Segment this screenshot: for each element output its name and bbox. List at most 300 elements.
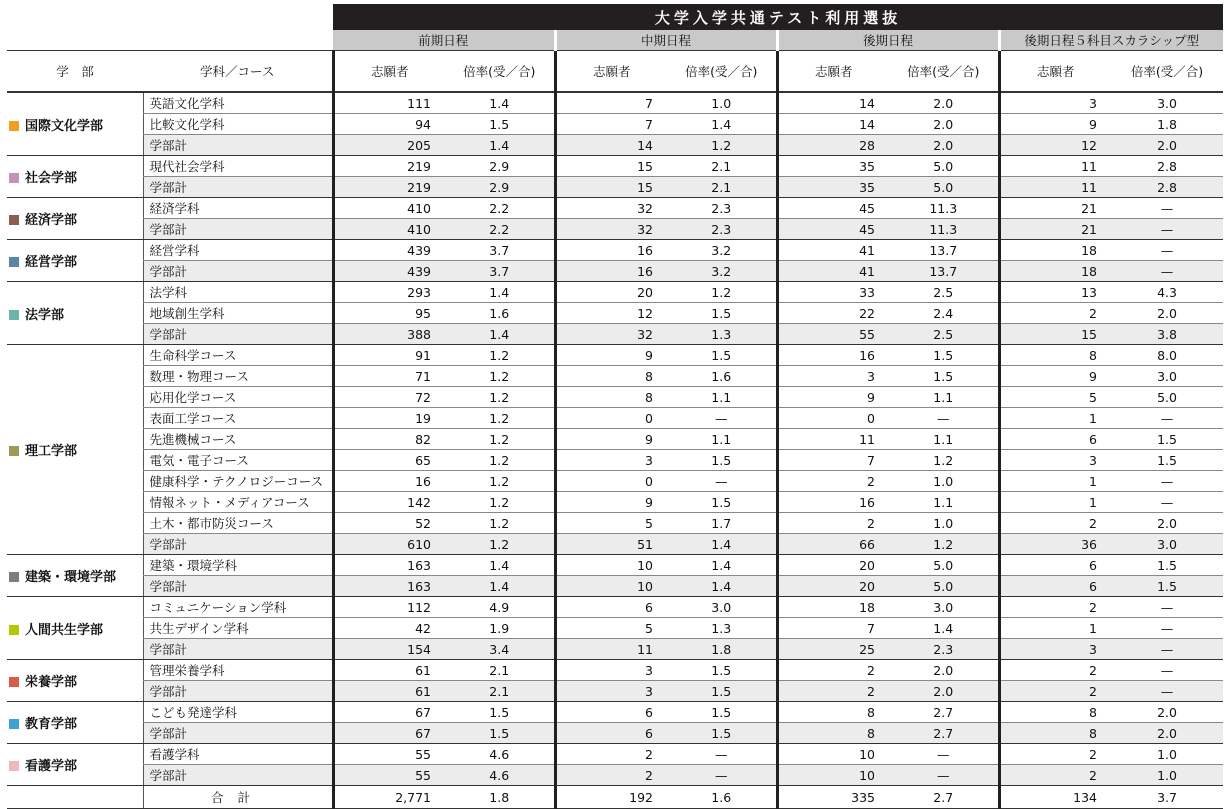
applicants-value: 18: [999, 240, 1111, 261]
applicants-value: 0: [555, 408, 667, 429]
applicants-value: 2: [999, 597, 1111, 618]
applicants-value: 15: [555, 177, 667, 198]
ratio-value: 2.0: [1111, 702, 1223, 723]
faculty-color-square-icon: [9, 761, 19, 771]
applicants-value: 61: [333, 660, 445, 681]
faculty-label: 法学部: [25, 307, 65, 323]
table-row: [7, 429, 1223, 450]
table-row: [7, 702, 1223, 723]
ratio-value: 1.1: [889, 492, 999, 513]
total-applicants-value: 2,771: [333, 786, 445, 809]
dept-name: 比較文化学科: [143, 114, 333, 135]
ratio-value: 5.0: [889, 177, 999, 198]
applicants-value: 7: [777, 618, 889, 639]
subtotal-row: [7, 639, 1223, 660]
applicants-value: 3: [999, 639, 1111, 660]
ratio-value: 3.0: [1111, 92, 1223, 114]
applicants-value: 293: [333, 282, 445, 303]
faculty-cell: [7, 240, 143, 282]
ratio-value: 2.9: [445, 156, 555, 177]
ratio-value: 3.0: [667, 597, 777, 618]
dept-name: コミュニケーション学科: [143, 597, 333, 618]
applicants-value: 9: [999, 366, 1111, 387]
schedule-early: 前期日程: [333, 30, 555, 51]
applicants-value: 2: [555, 765, 667, 786]
applicants-value: 67: [333, 702, 445, 723]
applicants-value: 388: [333, 324, 445, 345]
ratio-value: 2.1: [667, 177, 777, 198]
applicants-value: 9: [555, 492, 667, 513]
applicants-value: 42: [333, 618, 445, 639]
ratio-value: 1.2: [889, 534, 999, 555]
applicants-value: 45: [777, 198, 889, 219]
applicants-value: 16: [777, 492, 889, 513]
ratio-value: —: [667, 765, 777, 786]
faculty-color-square-icon: [9, 677, 19, 687]
applicants-value: 15: [555, 156, 667, 177]
subtotal-row: [7, 576, 1223, 597]
ratio-value: —: [1111, 639, 1223, 660]
dept-name: 応用化学コース: [143, 387, 333, 408]
applicants-value: 32: [555, 324, 667, 345]
applicants-value: 10: [777, 765, 889, 786]
faculty-cell: [7, 282, 143, 345]
header-applicants: 志願者: [555, 51, 667, 93]
applicants-value: 9: [555, 345, 667, 366]
applicants-value: 5: [999, 387, 1111, 408]
faculty-label: 経済学部: [25, 213, 78, 228]
dept-name: 現代社会学科: [143, 156, 333, 177]
ratio-value: 1.5: [1111, 576, 1223, 597]
ratio-value: —: [1111, 240, 1223, 261]
applicants-value: 142: [333, 492, 445, 513]
applicants-value: 3: [777, 366, 889, 387]
total-blank: [7, 786, 143, 809]
applicants-value: 11: [999, 156, 1111, 177]
applicants-value: 1: [999, 471, 1111, 492]
subtotal-label: 学部計: [143, 576, 333, 597]
applicants-value: 410: [333, 219, 445, 240]
ratio-value: 2.8: [1111, 177, 1223, 198]
applicants-value: 1: [999, 408, 1111, 429]
applicants-value: 2: [999, 513, 1111, 534]
subtotal-row: [7, 261, 1223, 282]
dept-name: 先進機械コース: [143, 429, 333, 450]
table-row: [7, 240, 1223, 261]
faculty-color-square-icon: [9, 215, 19, 225]
applicants-value: 2: [777, 681, 889, 702]
faculty-label: 教育学部: [25, 717, 78, 732]
ratio-value: 1.2: [445, 387, 555, 408]
dept-name: 生命科学コース: [143, 345, 333, 366]
faculty-color-square-icon: [9, 121, 19, 131]
subtotal-label: 学部計: [143, 765, 333, 786]
ratio-value: 11.3: [889, 198, 999, 219]
ratio-value: 2.5: [889, 282, 999, 303]
subtotal-row: [7, 177, 1223, 198]
ratio-value: 2.4: [889, 303, 999, 324]
applicants-value: 1: [999, 618, 1111, 639]
header-applicants: 志願者: [999, 51, 1111, 93]
applicants-value: 15: [999, 324, 1111, 345]
ratio-value: 1.2: [445, 345, 555, 366]
applicants-value: 14: [777, 92, 889, 114]
header-applicants: 志願者: [333, 51, 445, 93]
ratio-value: 1.1: [889, 429, 999, 450]
ratio-value: 1.1: [889, 387, 999, 408]
applicants-value: 6: [999, 576, 1111, 597]
subtotal-label: 学部計: [143, 135, 333, 156]
ratio-value: 3.7: [445, 240, 555, 261]
faculty-color-square-icon: [9, 257, 19, 267]
applicants-value: 154: [333, 639, 445, 660]
subtotal-label: 学部計: [143, 324, 333, 345]
ratio-value: 1.7: [667, 513, 777, 534]
ratio-value: 1.3: [667, 618, 777, 639]
subtotal-label: 学部計: [143, 681, 333, 702]
ratio-value: 4.3: [1111, 282, 1223, 303]
ratio-value: —: [889, 744, 999, 765]
applicants-value: 8: [777, 702, 889, 723]
applicants-value: 10: [777, 744, 889, 765]
header-ratio: 倍率(受／合): [1111, 51, 1223, 93]
ratio-value: 2.5: [889, 324, 999, 345]
subtotal-label: 学部計: [143, 261, 333, 282]
ratio-value: 1.5: [1111, 450, 1223, 471]
ratio-value: 1.4: [667, 576, 777, 597]
ratio-value: 1.4: [667, 534, 777, 555]
faculty-cell: [7, 597, 143, 660]
ratio-value: 2.7: [889, 702, 999, 723]
ratio-value: 2.3: [667, 198, 777, 219]
applicants-value: 8: [777, 723, 889, 744]
ratio-value: 1.4: [445, 576, 555, 597]
ratio-value: 1.2: [445, 534, 555, 555]
applicants-value: 6: [555, 597, 667, 618]
applicants-value: 41: [777, 240, 889, 261]
faculty-label: 理工学部: [25, 444, 78, 459]
ratio-value: 1.2: [445, 408, 555, 429]
ratio-value: —: [1111, 408, 1223, 429]
applicants-value: 7: [555, 114, 667, 135]
ratio-value: 1.5: [889, 345, 999, 366]
ratio-value: —: [1111, 492, 1223, 513]
dept-name: 管理栄養学科: [143, 660, 333, 681]
dept-name: 情報ネット・メディアコース: [143, 492, 333, 513]
ratio-value: 3.2: [667, 261, 777, 282]
applicants-value: 41: [777, 261, 889, 282]
subtotal-row: [7, 135, 1223, 156]
faculty-cell: [7, 198, 143, 240]
applicants-value: 67: [333, 723, 445, 744]
applicants-value: 112: [333, 597, 445, 618]
faculty-color-square-icon: [9, 173, 19, 183]
ratio-value: 2.0: [889, 135, 999, 156]
applicants-value: 51: [555, 534, 667, 555]
applicants-value: 439: [333, 261, 445, 282]
applicants-value: 6: [555, 702, 667, 723]
applicants-value: 6: [555, 723, 667, 744]
applicants-value: 22: [777, 303, 889, 324]
applicants-value: 2: [999, 681, 1111, 702]
schedule-row: [7, 30, 1223, 51]
ratio-value: 1.5: [667, 450, 777, 471]
table-row: [7, 345, 1223, 366]
ratio-value: 1.1: [667, 387, 777, 408]
applicants-value: 55: [333, 744, 445, 765]
ratio-value: 1.0: [667, 92, 777, 114]
ratio-value: —: [1111, 471, 1223, 492]
ratio-value: 1.0: [889, 471, 999, 492]
applicants-value: 8: [555, 387, 667, 408]
applicants-value: 12: [555, 303, 667, 324]
applicants-value: 5: [555, 618, 667, 639]
applicants-value: 0: [555, 471, 667, 492]
ratio-value: —: [1111, 597, 1223, 618]
dept-name: 健康科学・テクノロジーコース: [143, 471, 333, 492]
applicants-value: 16: [555, 261, 667, 282]
ratio-value: 1.2: [445, 471, 555, 492]
applicants-value: 11: [777, 429, 889, 450]
ratio-value: 1.8: [1111, 114, 1223, 135]
applicants-value: 14: [555, 135, 667, 156]
applicants-value: 32: [555, 219, 667, 240]
dept-name: 数理・物理コース: [143, 366, 333, 387]
applicants-value: 71: [333, 366, 445, 387]
applicants-value: 12: [999, 135, 1111, 156]
ratio-value: —: [889, 408, 999, 429]
ratio-value: 2.8: [1111, 156, 1223, 177]
applicants-value: 35: [777, 156, 889, 177]
ratio-value: 2.0: [1111, 135, 1223, 156]
table-row: [7, 744, 1223, 765]
applicants-value: 95: [333, 303, 445, 324]
applicants-value: 20: [777, 555, 889, 576]
ratio-value: 1.5: [667, 345, 777, 366]
total-ratio-value: 1.6: [667, 786, 777, 809]
table-row: [7, 198, 1223, 219]
applicants-value: 20: [777, 576, 889, 597]
applicants-value: 33: [777, 282, 889, 303]
applicants-value: 6: [999, 429, 1111, 450]
ratio-value: 1.0: [1111, 765, 1223, 786]
applicants-value: 20: [555, 282, 667, 303]
header-ratio: 倍率(受／合): [889, 51, 999, 93]
ratio-value: 3.0: [889, 597, 999, 618]
applicants-value: 3: [999, 92, 1111, 114]
ratio-value: 1.2: [445, 513, 555, 534]
dept-name: 看護学科: [143, 744, 333, 765]
ratio-value: 1.2: [667, 282, 777, 303]
dept-name: 電気・電子コース: [143, 450, 333, 471]
ratio-value: 1.4: [445, 135, 555, 156]
table-row: [7, 618, 1223, 639]
ratio-value: —: [667, 408, 777, 429]
ratio-value: 1.5: [667, 702, 777, 723]
ratio-value: —: [667, 471, 777, 492]
faculty-label: 経営学部: [25, 255, 78, 270]
ratio-value: 2.0: [889, 114, 999, 135]
applicants-value: 45: [777, 219, 889, 240]
ratio-value: 2.0: [889, 681, 999, 702]
ratio-value: 1.0: [1111, 744, 1223, 765]
total-ratio-value: 2.7: [889, 786, 999, 809]
applicants-value: 3: [555, 450, 667, 471]
faculty-label: 建築・環境学部: [25, 570, 117, 585]
ratio-value: 2.1: [445, 660, 555, 681]
applicants-value: 1: [999, 492, 1111, 513]
applicants-value: 3: [555, 681, 667, 702]
applicants-value: 10: [555, 555, 667, 576]
ratio-value: 2.2: [445, 219, 555, 240]
ratio-value: —: [1111, 681, 1223, 702]
ratio-value: 1.2: [445, 429, 555, 450]
applicants-value: 2: [999, 765, 1111, 786]
table-row: [7, 408, 1223, 429]
applicants-value: 16: [777, 345, 889, 366]
ratio-value: 1.4: [667, 555, 777, 576]
ratio-value: —: [667, 744, 777, 765]
subtotal-row: [7, 723, 1223, 744]
schedule-middle: 中期日程: [555, 30, 777, 51]
table-title: 大学入学共通テスト利用選抜: [333, 4, 1223, 30]
applicants-value: 18: [777, 597, 889, 618]
dept-name: 共生デザイン学科: [143, 618, 333, 639]
applicants-value: 163: [333, 555, 445, 576]
ratio-value: 3.8: [1111, 324, 1223, 345]
ratio-value: 1.8: [667, 639, 777, 660]
applicants-value: 65: [333, 450, 445, 471]
ratio-value: —: [1111, 198, 1223, 219]
ratio-value: 5.0: [889, 576, 999, 597]
header-applicants: 志願者: [777, 51, 889, 93]
table-row: [7, 492, 1223, 513]
ratio-value: 1.4: [445, 324, 555, 345]
dept-name: 表面工学コース: [143, 408, 333, 429]
ratio-value: 1.9: [445, 618, 555, 639]
ratio-value: 5.0: [889, 555, 999, 576]
applicants-value: 55: [333, 765, 445, 786]
table-row: [7, 513, 1223, 534]
applicants-value: 72: [333, 387, 445, 408]
applicants-value: 163: [333, 576, 445, 597]
table-row: [7, 555, 1223, 576]
faculty-cell: [7, 555, 143, 597]
ratio-value: 1.0: [889, 513, 999, 534]
ratio-value: 3.0: [1111, 366, 1223, 387]
applicants-value: 94: [333, 114, 445, 135]
header-faculty: 学 部: [7, 51, 143, 93]
applicants-value: 32: [555, 198, 667, 219]
total-applicants-value: 335: [777, 786, 889, 809]
ratio-value: 1.5: [1111, 555, 1223, 576]
ratio-value: 2.0: [889, 660, 999, 681]
applicants-value: 111: [333, 92, 445, 114]
applicants-value: 205: [333, 135, 445, 156]
applicants-value: 6: [999, 555, 1111, 576]
applicants-value: 2: [777, 660, 889, 681]
applicants-value: 9: [555, 429, 667, 450]
applicants-value: 11: [999, 177, 1111, 198]
applicants-value: 8: [999, 702, 1111, 723]
subtotal-row: [7, 765, 1223, 786]
ratio-value: 1.5: [667, 723, 777, 744]
applicants-value: 13: [999, 282, 1111, 303]
ratio-value: 1.4: [667, 114, 777, 135]
ratio-value: —: [1111, 261, 1223, 282]
applicants-value: 0: [777, 408, 889, 429]
applicants-value: 9: [999, 114, 1111, 135]
header-dept: 学科／コース: [143, 51, 333, 93]
dept-name: こども発達学科: [143, 702, 333, 723]
ratio-value: 1.3: [667, 324, 777, 345]
applicants-value: 82: [333, 429, 445, 450]
subtotal-label: 学部計: [143, 639, 333, 660]
ratio-value: 1.5: [445, 702, 555, 723]
total-label: 合計: [143, 786, 333, 809]
ratio-value: 1.5: [667, 492, 777, 513]
ratio-value: 1.2: [889, 450, 999, 471]
faculty-cell: [7, 660, 143, 702]
ratio-value: 1.2: [445, 492, 555, 513]
total-ratio-value: 3.7: [1111, 786, 1223, 809]
ratio-value: 4.6: [445, 744, 555, 765]
applicants-value: 11: [555, 639, 667, 660]
ratio-value: 3.0: [1111, 534, 1223, 555]
ratio-value: 4.6: [445, 765, 555, 786]
table-row: [7, 303, 1223, 324]
applicants-value: 2: [555, 744, 667, 765]
admissions-table-container: [7, 4, 1223, 809]
applicants-value: 25: [777, 639, 889, 660]
faculty-color-square-icon: [9, 719, 19, 729]
column-header-row: [7, 51, 1223, 93]
applicants-value: 91: [333, 345, 445, 366]
ratio-value: 13.7: [889, 240, 999, 261]
dept-name: 地域創生学科: [143, 303, 333, 324]
ratio-value: 2.0: [889, 92, 999, 114]
ratio-value: —: [1111, 660, 1223, 681]
admissions-table: [7, 4, 1223, 809]
applicants-value: 2: [777, 513, 889, 534]
subtotal-row: [7, 324, 1223, 345]
ratio-value: 4.9: [445, 597, 555, 618]
table-row: [7, 450, 1223, 471]
table-row: [7, 366, 1223, 387]
subtotal-label: 学部計: [143, 723, 333, 744]
table-row: [7, 156, 1223, 177]
faculty-label: 人間共生学部: [25, 622, 104, 638]
dept-name: 経済学科: [143, 198, 333, 219]
table-row: [7, 471, 1223, 492]
table-row: [7, 282, 1223, 303]
applicants-value: 219: [333, 177, 445, 198]
applicants-value: 36: [999, 534, 1111, 555]
table-row: [7, 660, 1223, 681]
table-row: [7, 114, 1223, 135]
schedule-late: 後期日程: [777, 30, 999, 51]
header-ratio: 倍率(受／合): [667, 51, 777, 93]
ratio-value: —: [889, 765, 999, 786]
title-row: [7, 4, 1223, 30]
applicants-value: 61: [333, 681, 445, 702]
ratio-value: 1.4: [445, 555, 555, 576]
applicants-value: 21: [999, 219, 1111, 240]
applicants-value: 16: [555, 240, 667, 261]
ratio-value: 1.5: [1111, 429, 1223, 450]
ratio-value: 1.5: [445, 723, 555, 744]
applicants-value: 439: [333, 240, 445, 261]
